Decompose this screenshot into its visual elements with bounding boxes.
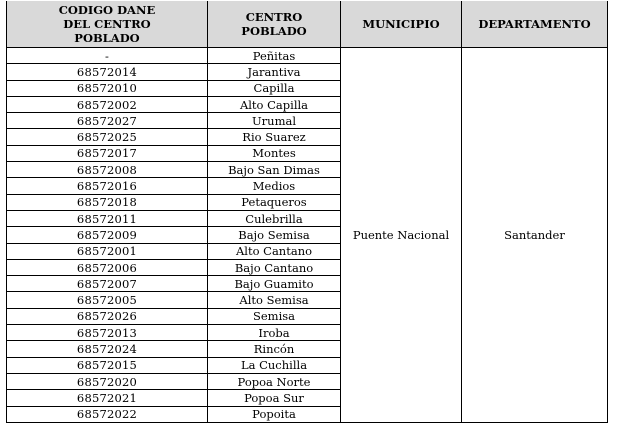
departamento-cell: Santander (462, 48, 608, 423)
centro-poblado-cell: Urumal (208, 113, 341, 129)
header-codigo-label: CODIGO DANE DEL CENTRO POBLADO (58, 3, 156, 45)
centro-poblado-cell: Capilla (208, 80, 341, 96)
codigo-dane-cell: 68572025 (7, 129, 208, 145)
header-centro-label: CENTRO POBLADO (241, 10, 307, 38)
centro-poblado-cell: Alto Cantano (208, 243, 341, 259)
codigo-dane-cell: 68572016 (7, 178, 208, 194)
centro-poblado-cell: Semisa (208, 308, 341, 324)
centro-poblado-cell: Medios (208, 178, 341, 194)
codigo-dane-cell: - (7, 48, 208, 64)
centro-poblado-cell: Montes (208, 145, 341, 161)
centro-poblado-cell: La Cuchilla (208, 357, 341, 373)
centro-poblado-cell: Rincón (208, 341, 341, 357)
centro-poblado-cell: Peñitas (208, 48, 341, 64)
municipio-cell: Puente Nacional (341, 48, 462, 423)
header-codigo-dane (7, 1, 208, 48)
centro-poblado-cell: Rio Suarez (208, 129, 341, 145)
codigo-dane-cell: 68572007 (7, 276, 208, 292)
codigo-dane-cell: 68572027 (7, 113, 208, 129)
codigo-dane-cell: 68572009 (7, 227, 208, 243)
centro-poblado-cell: Bajo San Dimas (208, 162, 341, 178)
centro-poblado-cell: Culebrilla (208, 210, 341, 226)
centro-poblado-cell: Alto Semisa (208, 292, 341, 308)
centro-poblado-cell: Popoa Sur (208, 390, 341, 406)
codigo-dane-cell: 68572014 (7, 64, 208, 80)
codigo-dane-cell: 68572020 (7, 373, 208, 389)
centro-poblado-cell: Alto Capilla (208, 96, 341, 112)
codigo-dane-cell: 68572026 (7, 308, 208, 324)
codigo-dane-cell: 68572001 (7, 243, 208, 259)
centro-poblado-cell: Petaqueros (208, 194, 341, 210)
codigo-dane-cell: 68572022 (7, 406, 208, 422)
codigo-dane-cell: 68572006 (7, 259, 208, 275)
codigo-dane-cell: 68572021 (7, 390, 208, 406)
codigo-dane-cell: 68572011 (7, 210, 208, 226)
centro-poblado-cell: Iroba (208, 325, 341, 341)
centro-poblado-cell: Bajo Guamito (208, 276, 341, 292)
codigo-dane-cell: 68572017 (7, 145, 208, 161)
codigo-dane-cell: 68572018 (7, 194, 208, 210)
table-body (7, 48, 608, 423)
codigo-dane-cell: 68572024 (7, 341, 208, 357)
codigo-dane-cell: 68572013 (7, 325, 208, 341)
codigo-dane-cell: 68572008 (7, 162, 208, 178)
codigo-dane-cell: 68572010 (7, 80, 208, 96)
centros-poblados-table (6, 1, 608, 423)
header-centro-poblado (208, 1, 341, 48)
header-municipio: MUNICIPIO (341, 1, 462, 48)
codigo-dane-cell: 68572005 (7, 292, 208, 308)
codigo-dane-cell: 68572015 (7, 357, 208, 373)
codigo-dane-cell: 68572002 (7, 96, 208, 112)
table-row (7, 48, 608, 64)
centro-poblado-cell: Popoa Norte (208, 373, 341, 389)
centro-poblado-cell: Popoita (208, 406, 341, 422)
header-departamento: DEPARTAMENTO (462, 1, 608, 48)
centro-poblado-cell: Bajo Semisa (208, 227, 341, 243)
header-row (7, 1, 608, 48)
centro-poblado-cell: Jarantiva (208, 64, 341, 80)
centro-poblado-cell: Bajo Cantano (208, 259, 341, 275)
